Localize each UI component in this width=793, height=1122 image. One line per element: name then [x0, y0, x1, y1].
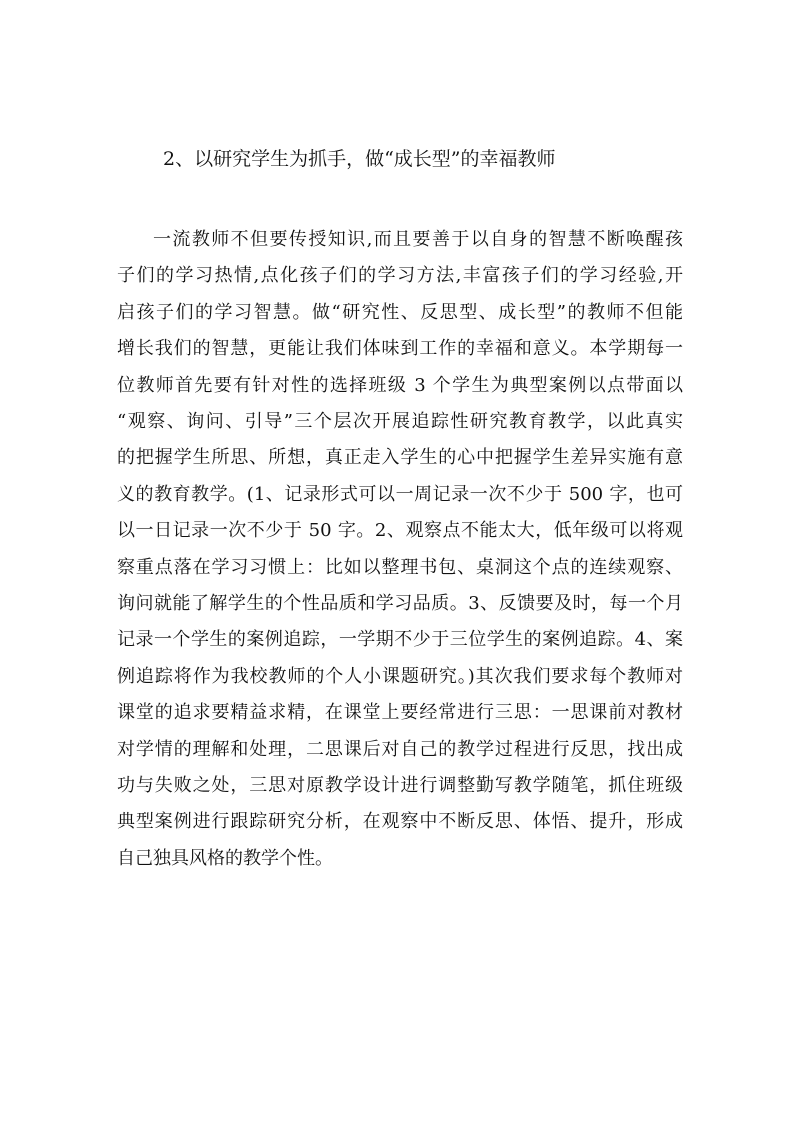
paragraph-line: 义的教育教学。(1、记录形式可以一周记录一次不少于 500 字，也可: [117, 483, 683, 505]
paragraph-line: 察重点落在学习习惯上：比如以整理书包、桌洞这个点的连续观察、: [117, 556, 683, 578]
paragraph-line: 功与失败之处，三思对原教学设计进行调整勤写教学随笔，抓住班级: [117, 775, 683, 796]
paragraph-line: 增长我们的智慧，更能让我们体味到工作的幸福和意义。本学期每一: [117, 338, 683, 360]
section-heading: 2、以研究学生为抓手，做“成长型”的幸福教师: [163, 148, 556, 170]
paragraph-line: 自己独具风格的教学个性。: [117, 847, 333, 869]
paragraph-line: 课堂的追求要精益求精，在课堂上要经常进行三思：一思课前对教材: [117, 702, 683, 724]
paragraph-line: 启孩子们的学习智慧。做“研究性、反思型、成长型”的教师不但能: [117, 301, 683, 323]
paragraph-line: 以一日记录一次不少于 50 字。2、观察点不能太大，低年级可以将观: [117, 520, 683, 542]
paragraph-line: 对学情的理解和处理，二思课后对自己的教学过程进行反思，找出成: [117, 738, 683, 760]
paragraph-line: 子们的学习热情,点化孩子们的学习方法,丰富孩子们的学习经验,开: [117, 265, 683, 287]
paragraph-line: 记录一个学生的案例追踪，一学期不少于三位学生的案例追踪。4、案: [117, 629, 683, 651]
paragraph-line: 的把握学生所思、所想，真正走入学生的心中把握学生差异实施有意: [117, 447, 683, 469]
paragraph-line: 典型案例进行跟踪研究分析，在观察中不断反思、体悟、提升，形成: [117, 811, 683, 833]
paragraph-line: 位教师首先要有针对性的选择班级 3 个学生为典型案例以点带面以: [117, 374, 683, 396]
paragraph-line: 一流教师不但要传授知识,而且要善于以自身的智慧不断唤醒孩: [153, 229, 683, 250]
paragraph-line: “观察、询问、引导”三个层次开展追踪性研究教育教学，以此真实: [117, 411, 683, 432]
paragraph-line: 例追踪将作为我校教师的个人小课题研究。)其次我们要求每个教师对: [117, 665, 683, 687]
paragraph-line: 询问就能了解学生的个性品质和学习品质。3、反馈要及时，每一个月: [117, 593, 683, 614]
